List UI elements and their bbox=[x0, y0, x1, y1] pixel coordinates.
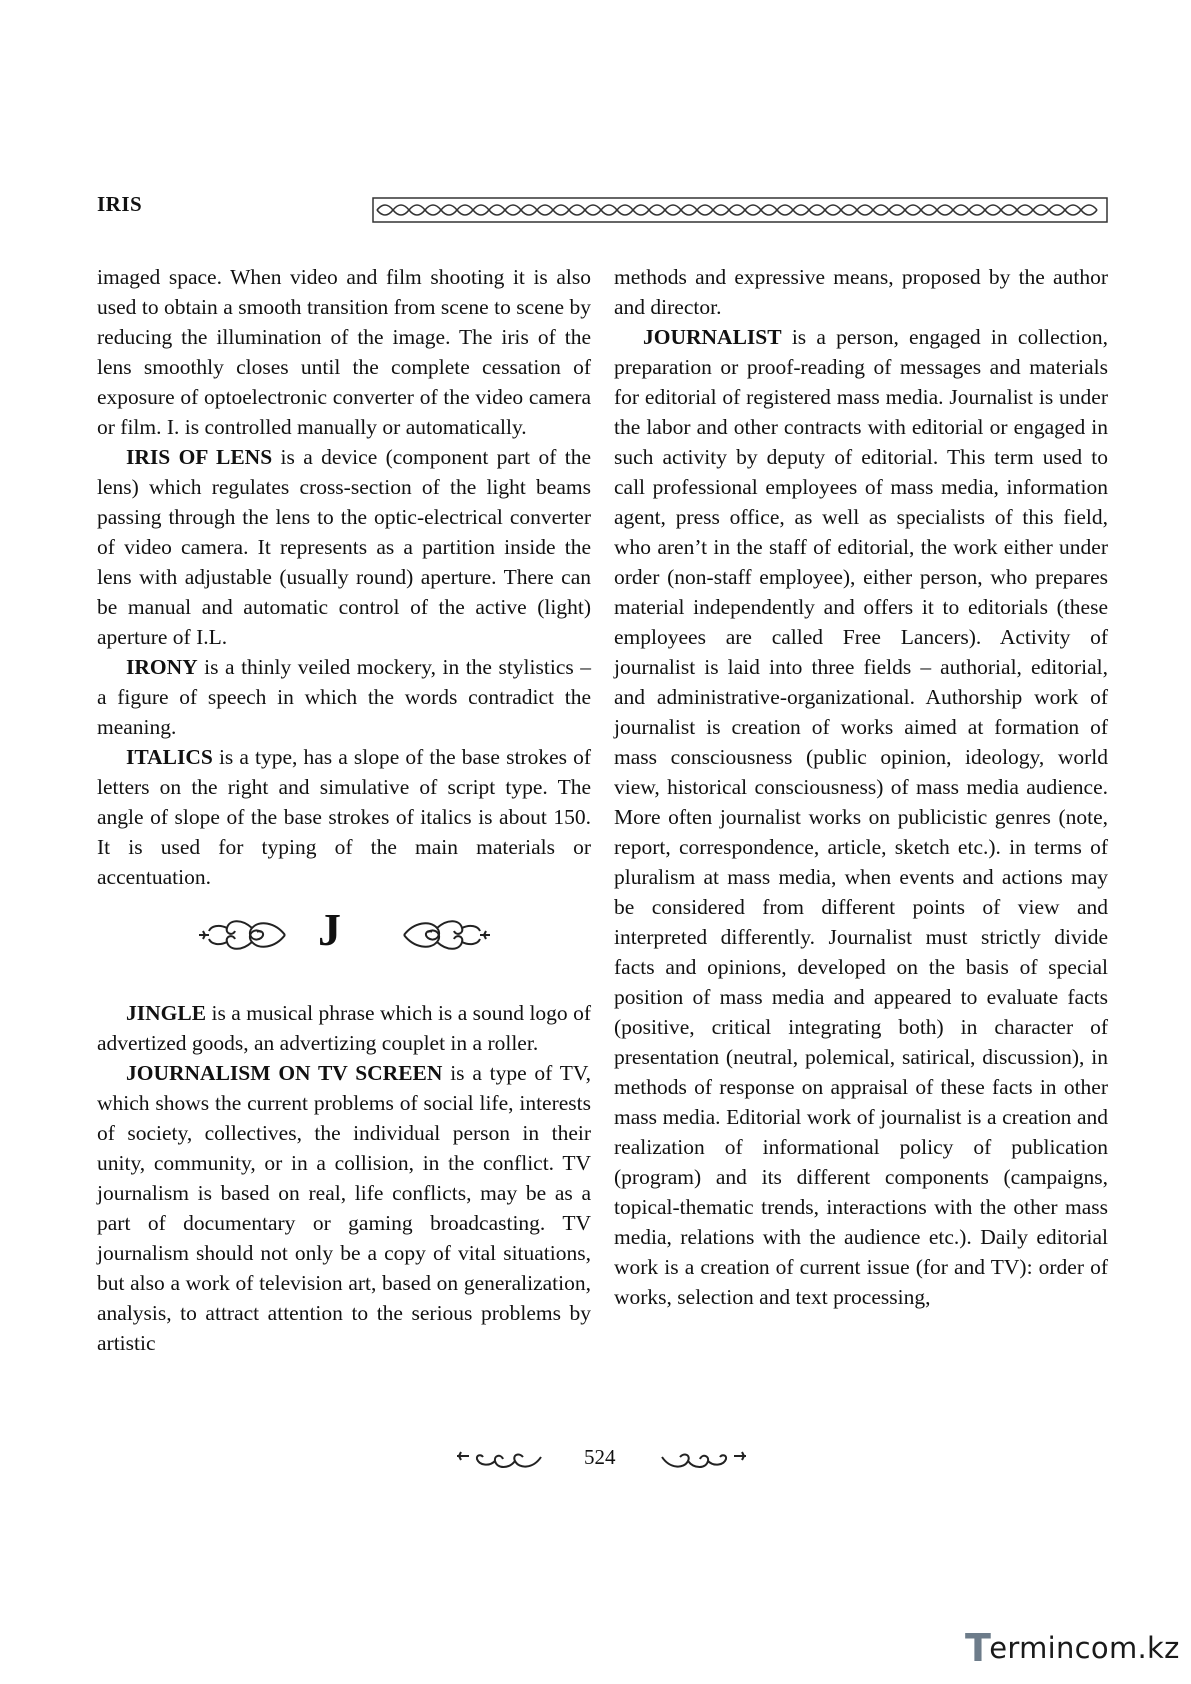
entry-term: JINGLE bbox=[126, 1001, 207, 1025]
entry-definition: is a thinly veiled mockery, in the stylistics – a figure of speech in which the words contradict the meaning. bbox=[97, 655, 591, 739]
left-column bbox=[97, 262, 591, 1358]
paragraph-continued: imaged space. When video and film shooting it is also used to obtain a smooth transition from scene to scene by reducing the illumination of the image. The iris of the lens smoothly closes until the complete cessation of exposure of optoelectronic converter of the video camera or film. I. is controlled manually or automatically. bbox=[97, 265, 591, 439]
right-column bbox=[614, 262, 1108, 1312]
entry-iris-of-lens bbox=[97, 442, 591, 652]
entry-definition: is a type of TV, which shows the current problems of social life, interests of society, collectives, the individual person in their unity, community, or in a collision, in the conflict. TV journalism is based on real, life conflicts, may be as a part of documentary or gaming broadcasting. TV journalism should not only be a copy of vital situations, but also a work of television art, based on generalization, analysis, to attract attention to the serious problems by artistic bbox=[97, 1061, 591, 1355]
section-letter-divider bbox=[97, 898, 591, 990]
footer-left-ornament-icon bbox=[455, 1447, 543, 1473]
footer-right-ornament-icon bbox=[660, 1447, 748, 1473]
entry-term: IRIS OF LENS bbox=[126, 445, 273, 469]
entry-term: JOURNALISM ON TV SCREEN bbox=[126, 1061, 443, 1085]
left-flourish-ornament-icon bbox=[197, 912, 287, 958]
entry-journalism-on-tv-screen bbox=[97, 1058, 591, 1358]
watermark-text: ermincom.kz bbox=[989, 1631, 1180, 1665]
running-header-title: IRIS bbox=[97, 192, 143, 216]
entry-definition: is a device (component part of the lens) which regulates cross-section of the light beams passing through the lens to the optic-electrical converter of video camera. It represents as a partition inside the lens with adjustable (usually round) aperture. There can be manual and automatic control of the active (light) aperture of I.L. bbox=[97, 445, 591, 649]
entry-term: JOURNALIST bbox=[643, 325, 782, 349]
entry-term: ITALICS bbox=[126, 745, 213, 769]
page-number: 524 bbox=[584, 1445, 616, 1469]
entry-jingle bbox=[97, 998, 591, 1058]
entry-irony bbox=[97, 652, 591, 742]
entry-term: IRONY bbox=[126, 655, 198, 679]
paragraph-continued: methods and expressive means, proposed by the author and director. bbox=[614, 265, 1108, 319]
entry-definition: is a person, engaged in collection, preparation or proof-reading of messages and materials for editorial of registered mass media. Journalist is under the labor and other contracts with editorial or engaged in such activity by deputy of editorial. This term used to call professional employees of mass media, information agent, press office, as well as specialists of this field, who aren’t in the staff of editorial, the work either under order (non-staff employee), either person, who prepares material independently and offers it to editorials (these employees are called Free Lancers). Activity of journalist is laid into three fields – authorial, editorial, and administrative-organizational. Authorship work of journalist is creation of works aimed at formation of mass consciousness (public opinion, ideology, world view, historical consciousness) of mass media audience. More often journalist works on publicistic genres (note, report, correspondence, article, sketch etc.). in terms of pluralism at mass media, when events and actions may be considered from different points of view and interpreted differently. Journalist must strictly divide facts and opinions, developed on the basis of special position of mass media and appeared to evaluate facts (positive, critical integrating both) in character of presentation (neutral, polemical, satirical, discussion), in methods of response on appraisal of these facts in other mass media. Editorial work of journalist is a creation and realization of informational policy of publication (program) and its different components (campaigns, topical-thematic trends, interactions with the other mass media, relations with the audience etc.). Daily editorial work is a creation of current issue (for and TV): order of works, selection and text processing, bbox=[614, 325, 1108, 1309]
entry-italics bbox=[97, 742, 591, 892]
entry-definition: is a type, has a slope of the base strokes of letters on the right and simulative of script type. The angle of slope of the base strokes of italics is about 150. It is used for typing of the main materials or accentuation. bbox=[97, 745, 591, 889]
watermark-logo-letter: T bbox=[965, 1626, 992, 1670]
entry-journalist bbox=[614, 322, 1108, 1312]
site-watermark bbox=[965, 1624, 1180, 1672]
section-letter: J bbox=[318, 904, 341, 955]
entry-definition: is a musical phrase which is a sound logo of advertized goods, an advertizing couplet in a roller. bbox=[97, 1001, 591, 1055]
page-footer bbox=[0, 1443, 1191, 1483]
right-flourish-ornament-icon bbox=[402, 912, 492, 958]
header-ornament-border bbox=[372, 196, 1108, 224]
